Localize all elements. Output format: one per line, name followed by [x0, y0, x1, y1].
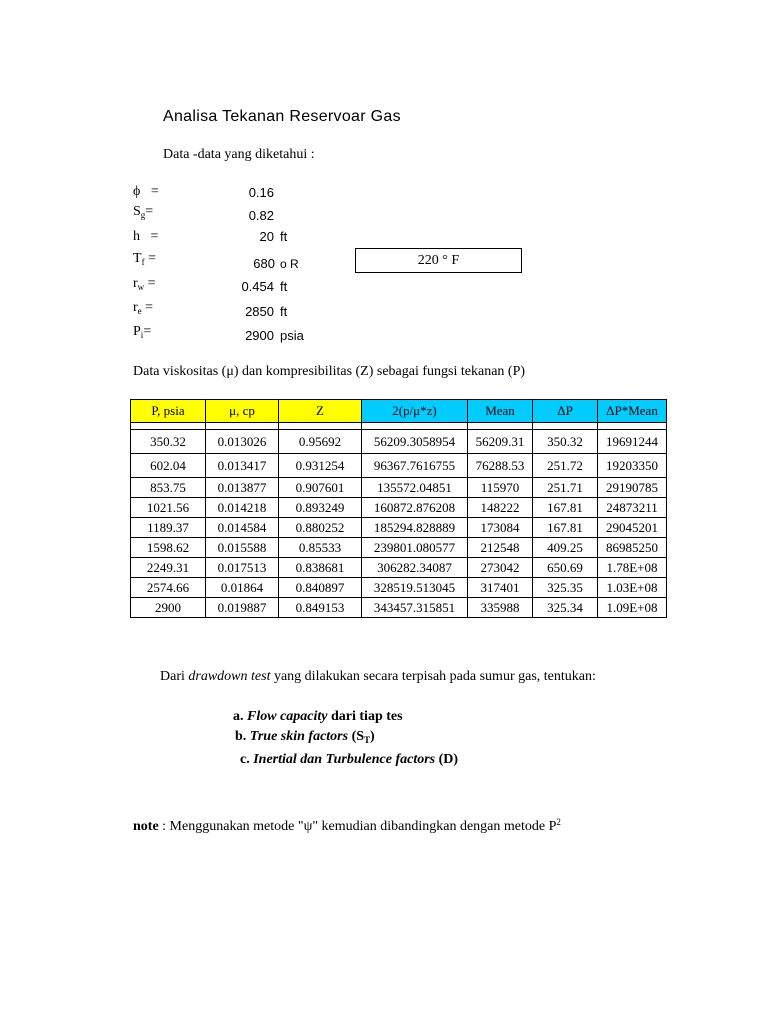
cell-viscosity: 0.015588	[206, 538, 279, 558]
cell-z-factor: 0.95692	[279, 430, 362, 454]
cell-pressure: 1021.56	[131, 498, 206, 518]
cell-pseudo-pressure: 239801.080577	[362, 538, 468, 558]
cell-pseudo-pressure: 306282.34087	[362, 558, 468, 578]
cell-pressure: 602.04	[131, 454, 206, 478]
cell-pseudo-pressure: 96367.7616755	[362, 454, 468, 478]
cell-z-factor: 0.840897	[279, 578, 362, 598]
table-header-row	[131, 400, 667, 423]
cell-pseudo-pressure: 135572.04851	[362, 478, 468, 498]
table-row	[131, 558, 667, 578]
cell-z-factor: 0.931254	[279, 454, 362, 478]
cell-delta-p: 251.71	[533, 478, 598, 498]
cell-z-factor: 0.85533	[279, 538, 362, 558]
cell-z-factor: 0.907601	[279, 478, 362, 498]
cell-delta-p: 251.72	[533, 454, 598, 478]
param-h-unit: ft	[280, 229, 288, 244]
table-row	[131, 454, 667, 478]
cell-pseudo-pressure: 328519.513045	[362, 578, 468, 598]
cell-pressure: 853.75	[131, 478, 206, 498]
cell-mean: 212548	[468, 538, 533, 558]
cell-delta-p: 167.81	[533, 498, 598, 518]
cell-delta-p-mean: 19203350	[598, 454, 667, 478]
cell-delta-p-mean: 29190785	[598, 478, 667, 498]
cell-delta-p: 409.25	[533, 538, 598, 558]
cell-mean: 115970	[468, 478, 533, 498]
cell-pseudo-pressure: 160872.876208	[362, 498, 468, 518]
cell-delta-p: 325.34	[533, 598, 598, 618]
param-phi-value: 0.16	[248, 185, 274, 200]
cell-pressure: 1598.62	[131, 538, 206, 558]
param-tf-value: 680	[253, 256, 275, 271]
cell-viscosity: 0.01864	[206, 578, 279, 598]
table-row	[131, 518, 667, 538]
table-row	[131, 498, 667, 518]
param-pi-value: 2900	[245, 328, 274, 343]
param-phi-label: ϕ =	[133, 184, 159, 199]
param-sg-value: 0.82	[248, 208, 274, 223]
param-re-value: 2850	[245, 304, 274, 319]
cell-pseudo-pressure: 185294.828889	[362, 518, 468, 538]
cell-z-factor: 0.893249	[279, 498, 362, 518]
cell-pseudo-pressure: 56209.3058954	[362, 430, 468, 454]
header-delta-p: ΔP	[533, 400, 598, 423]
table-row	[131, 478, 667, 498]
cell-pressure: 2900	[131, 598, 206, 618]
cell-pressure: 350.32	[131, 430, 206, 454]
param-sg-label: $S_g=$	[133, 204, 154, 220]
cell-pressure: 1189.37	[131, 518, 206, 538]
cell-delta-p-mean: 24873211	[598, 498, 667, 518]
task-b: b. True skin factors $(S_T)$	[235, 729, 375, 745]
param-rw-unit: ft	[280, 279, 288, 294]
cell-mean: 76288.53	[468, 454, 533, 478]
cell-delta-p-mean: 19691244	[598, 430, 667, 454]
param-h-label: h =	[133, 229, 159, 244]
cell-delta-p-mean: 1.78E+08	[598, 558, 667, 578]
header-delta-p-mean: ΔP*Mean	[598, 400, 667, 423]
param-tf-unit: o R	[280, 257, 299, 271]
cell-viscosity: 0.013417	[206, 454, 279, 478]
param-re-unit: ft	[280, 304, 288, 319]
param-pi-unit: psia	[280, 328, 304, 343]
param-rw-value: 0.454	[241, 279, 274, 294]
cell-mean: 173084	[468, 518, 533, 538]
param-tf-label: $T_f$ =	[133, 251, 156, 267]
cell-pressure: 2574.66	[131, 578, 206, 598]
cell-delta-p: 650.69	[533, 558, 598, 578]
cell-delta-p-mean: 1.03E+08	[598, 578, 667, 598]
cell-viscosity: 0.013026	[206, 430, 279, 454]
param-rw-label: $r_w$ =	[133, 276, 156, 292]
page-title: Analisa Tekanan Reservoar Gas	[163, 108, 401, 125]
cell-viscosity: 0.013877	[206, 478, 279, 498]
cell-delta-p: 350.32	[533, 430, 598, 454]
cell-delta-p-mean: 1.09E+08	[598, 598, 667, 618]
param-re-label: $r_e$ =	[133, 300, 154, 316]
cell-delta-p-mean: 29045201	[598, 518, 667, 538]
header-mean: Mean	[468, 400, 533, 423]
header-viscosity: μ, cp	[206, 400, 279, 423]
cell-z-factor: 0.849153	[279, 598, 362, 618]
cell-delta-p: 325.35	[533, 578, 598, 598]
cell-pressure: 2249.31	[131, 558, 206, 578]
cell-viscosity: 0.014218	[206, 498, 279, 518]
cell-mean: 317401	[468, 578, 533, 598]
cell-mean: 56209.31	[468, 430, 533, 454]
temperature-box: 220 ° F	[355, 248, 522, 273]
cell-viscosity: 0.014584	[206, 518, 279, 538]
cell-viscosity: 0.017513	[206, 558, 279, 578]
pressure-data-table	[130, 399, 667, 618]
cell-mean: 335988	[468, 598, 533, 618]
intro-text: Data -data yang diketahui :	[163, 147, 315, 162]
header-pseudo-pressure: 2(p/μ*z)	[362, 400, 468, 423]
viscosity-note: Data viskositas (μ) dan kompresibilitas (Z) sebagai fungsi tekanan (P)	[133, 364, 526, 379]
task-c: c. Inertial dan Turbulence factors (D)	[240, 752, 459, 767]
cell-viscosity: 0.019887	[206, 598, 279, 618]
cell-pseudo-pressure: 343457.315851	[362, 598, 468, 618]
note-text: note : Menggunakan metode "ψ" kemudian dibandingkan dengan metode $P^2$	[133, 817, 561, 834]
question-text: Dari drawdown test yang dilakukan secara terpisah pada sumur gas, tentukan:	[160, 669, 596, 684]
param-pi-label: $P_i=$	[133, 324, 152, 340]
cell-mean: 273042	[468, 558, 533, 578]
table-row	[131, 598, 667, 618]
header-z-factor: Z	[279, 400, 362, 423]
table-row	[131, 578, 667, 598]
cell-z-factor: 0.838681	[279, 558, 362, 578]
table-row	[131, 538, 667, 558]
table-row	[131, 430, 667, 454]
cell-delta-p-mean: 86985250	[598, 538, 667, 558]
cell-delta-p: 167.81	[533, 518, 598, 538]
task-a: a. Flow capacity dari tiap tes	[233, 709, 403, 724]
param-h-value: 20	[259, 229, 274, 244]
cell-mean: 148222	[468, 498, 533, 518]
header-pressure: P, psia	[131, 400, 206, 423]
cell-z-factor: 0.880252	[279, 518, 362, 538]
